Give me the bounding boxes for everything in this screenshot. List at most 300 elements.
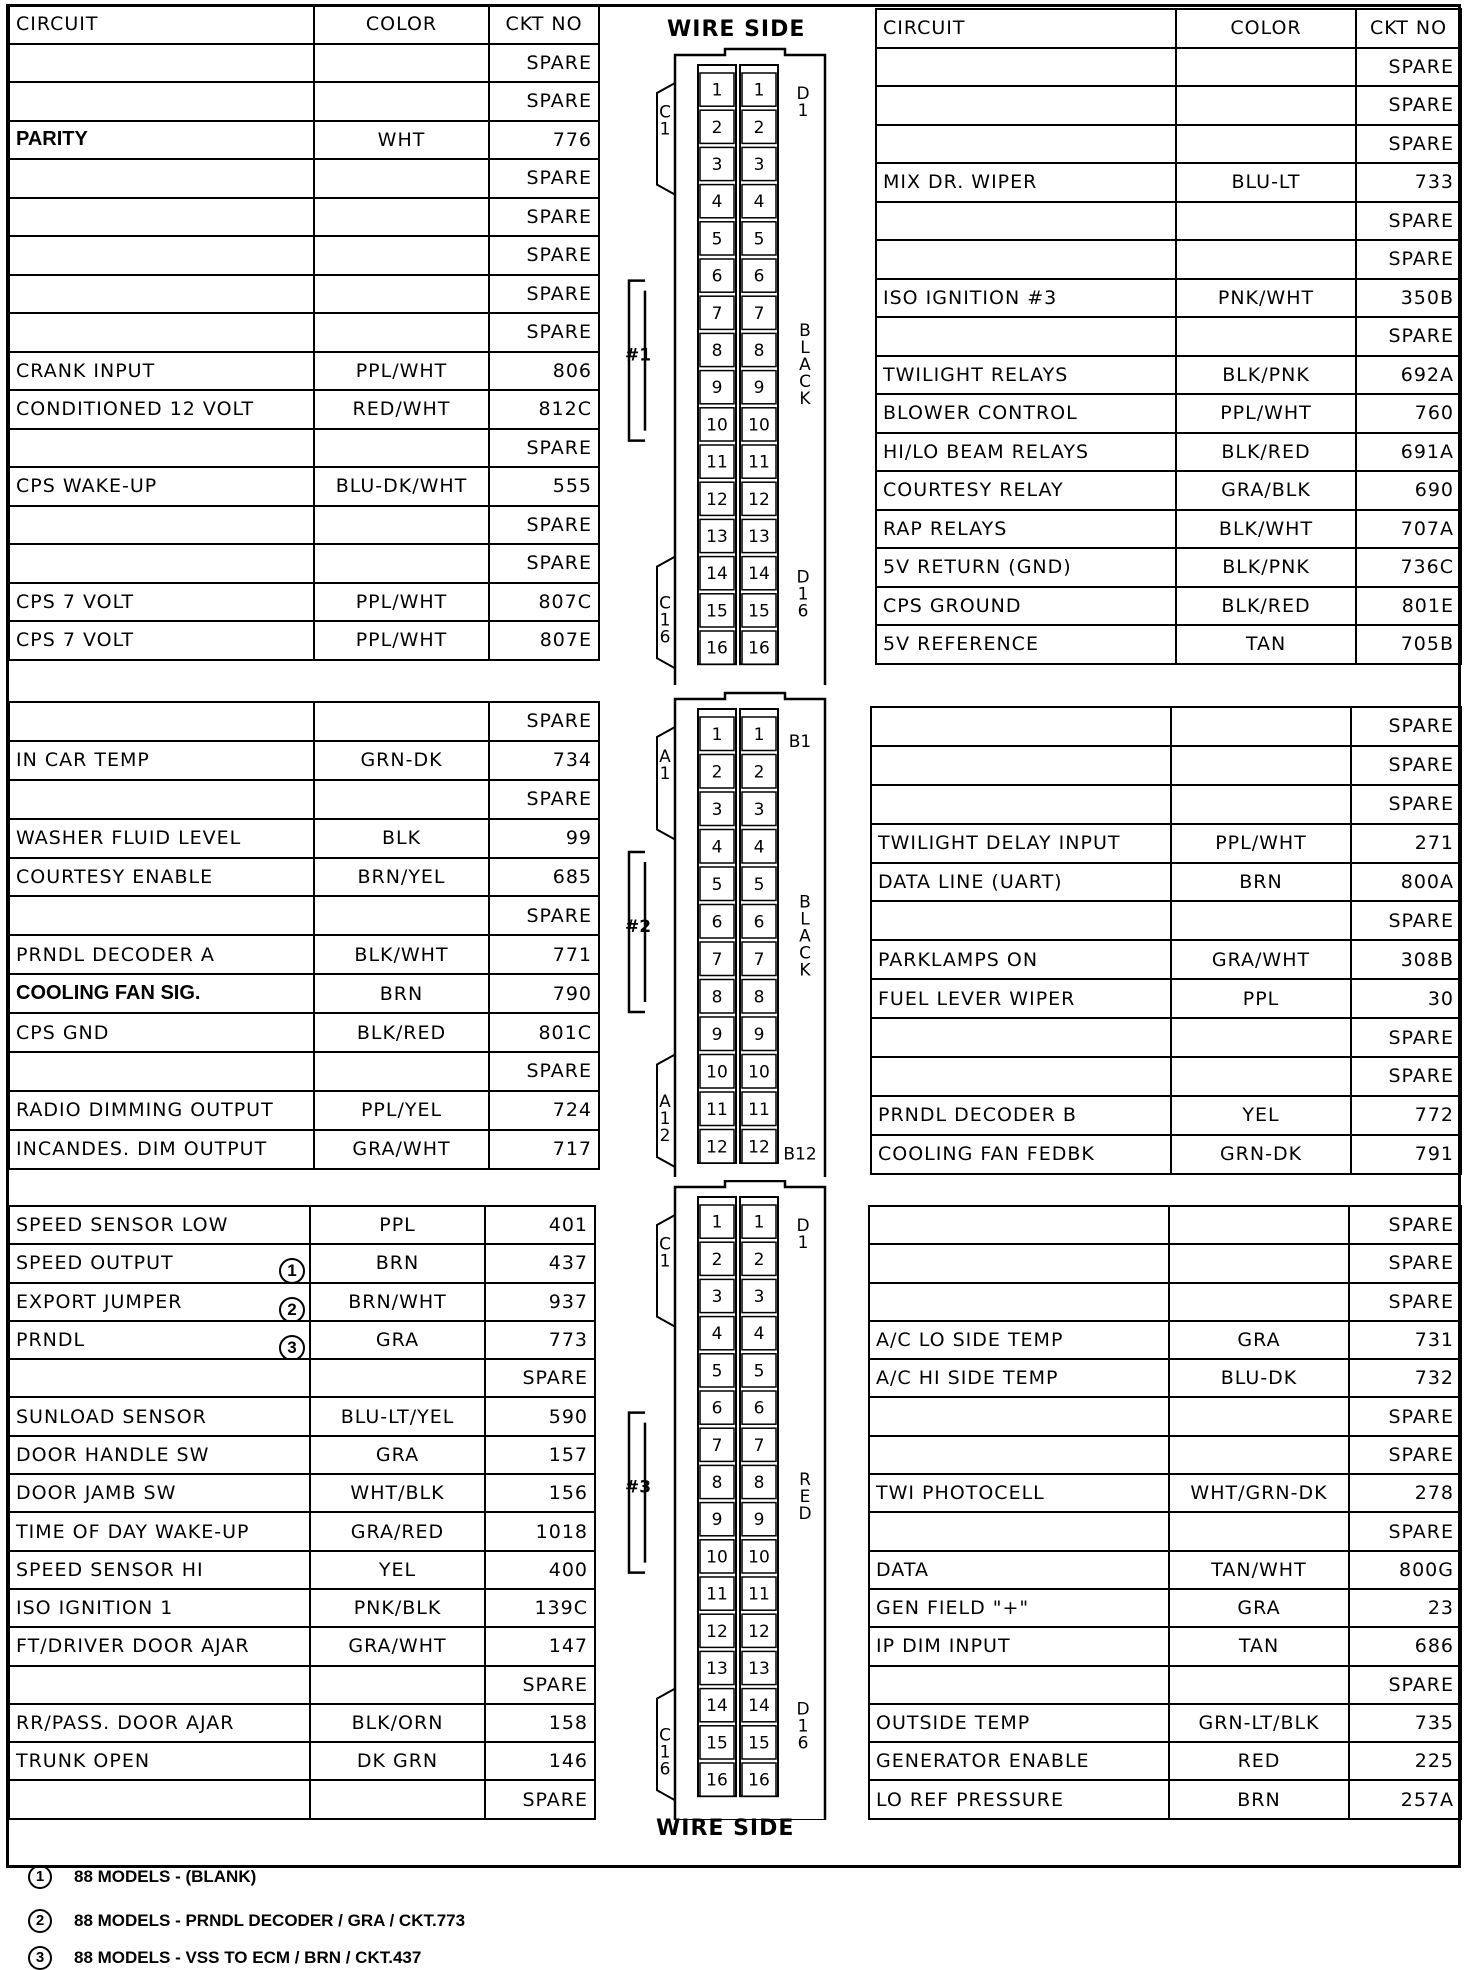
table-row — [9, 1551, 595, 1589]
circuit-cell — [876, 317, 1176, 356]
ckt-no-cell: 690 — [1356, 471, 1461, 510]
circuit-cell — [876, 48, 1176, 87]
table-row — [9, 1780, 595, 1818]
color-cell — [314, 506, 489, 545]
table-row — [871, 901, 1461, 940]
ckt-no-cell: SPARE — [489, 1052, 599, 1091]
color-cell — [314, 702, 489, 741]
color-cell: GRN-LT/BLK — [1169, 1704, 1349, 1742]
circuit-cell — [869, 1397, 1169, 1435]
circuit-cell: COURTESY ENABLE — [9, 858, 314, 897]
table-row — [869, 1321, 1461, 1359]
table-row — [9, 1512, 595, 1550]
table-row — [9, 390, 599, 429]
circuit-cell: SUNLOAD SENSOR — [9, 1397, 310, 1435]
pin-number: 1 — [711, 724, 723, 745]
color-cell: WHT — [314, 121, 489, 160]
color-cell: BRN — [314, 974, 489, 1013]
circuit-cell: DATA LINE (UART) — [871, 863, 1171, 902]
cavity-label-bottom-right: D 1 6 — [796, 1699, 810, 1754]
circuit-cell: IP DIM INPUT — [869, 1627, 1169, 1665]
ckt-no-cell: 790 — [489, 974, 599, 1013]
circuit-cell: DATA — [869, 1551, 1169, 1589]
ckt-no-cell: 807E — [489, 621, 599, 660]
color-cell: BLU-LT — [1176, 163, 1356, 202]
circuit-cell — [9, 1283, 310, 1321]
ckt-no-cell: 772 — [1351, 1096, 1461, 1135]
color-cell: GRA/BLK — [1176, 471, 1356, 510]
ckt-no-cell: 400 — [485, 1551, 595, 1589]
pin-number: 15 — [748, 601, 770, 622]
pin-number: 14 — [748, 564, 770, 585]
circuit-cell: ISO IGNITION #3 — [876, 279, 1176, 318]
circuit-label: EXPORT JUMPER 2 — [16, 1291, 303, 1313]
table-row — [9, 1397, 595, 1435]
table-row — [876, 86, 1461, 125]
color-cell: GRA — [310, 1321, 485, 1359]
pin-number: 1 — [711, 1212, 723, 1233]
ckt-no-cell: 773 — [485, 1321, 595, 1359]
circuit-cell: PARKLAMPS ON — [871, 940, 1171, 979]
ckt-no-cell: 731 — [1349, 1321, 1461, 1359]
ckt-no-cell: SPARE — [1356, 125, 1461, 164]
color-cell — [1171, 785, 1351, 824]
ckt-no-cell: 271 — [1351, 824, 1461, 863]
pin-number: 15 — [748, 1733, 770, 1754]
ckt-no-cell: 733 — [1356, 163, 1461, 202]
pin-number: 10 — [706, 1547, 728, 1568]
ckt-no-cell: SPARE — [489, 506, 599, 545]
color-cell — [314, 544, 489, 583]
table-row — [9, 159, 599, 198]
circuit-cell: OUTSIDE TEMP — [869, 1704, 1169, 1742]
footnote-1-text: 88 MODELS - (BLANK) — [74, 1867, 257, 1886]
ckt-no-cell: 147 — [485, 1627, 595, 1665]
table-row — [869, 1512, 1461, 1550]
connector-3-right-table — [868, 1205, 1462, 1820]
footnote-1 — [24, 1864, 824, 1894]
pin-number: 4 — [753, 837, 765, 858]
pin-number: 4 — [711, 1324, 723, 1345]
ckt-no-cell: 278 — [1349, 1474, 1461, 1512]
color-cell: GRA/WHT — [310, 1627, 485, 1665]
pin-number: 9 — [753, 1510, 765, 1531]
table-row — [876, 394, 1461, 433]
footnote-2-text: 88 MODELS - PRNDL DECODER / GRA / CKT.773 — [74, 1911, 466, 1930]
ckt-no-cell: 685 — [489, 858, 599, 897]
color-header: COLOR — [314, 5, 489, 44]
ckt-no-cell: SPARE — [1356, 48, 1461, 87]
ckt-no-cell: SPARE — [1349, 1283, 1461, 1321]
circuit-cell: IN CAR TEMP — [9, 741, 314, 780]
circuit-cell: COURTESY RELAY — [876, 471, 1176, 510]
ckt-no-cell: 760 — [1356, 394, 1461, 433]
pin-number: 3 — [711, 155, 723, 175]
color-cell — [1176, 317, 1356, 356]
circuit-cell — [869, 1206, 1169, 1244]
ckt-no-cell: 801E — [1356, 587, 1461, 626]
table-row — [876, 471, 1461, 510]
color-cell: PNK/WHT — [1176, 279, 1356, 318]
connector-color-label: B L A C K — [799, 321, 811, 410]
ckt-no-cell: 806 — [489, 352, 599, 391]
table-row — [9, 275, 599, 314]
color-cell: TAN/WHT — [1169, 1551, 1349, 1589]
connector-id: #2 — [625, 917, 652, 937]
ckt-no-cell: 555 — [489, 467, 599, 506]
table-row — [869, 1551, 1461, 1589]
circuit-cell: CPS WAKE-UP — [9, 467, 314, 506]
pin-number: 3 — [753, 1287, 765, 1307]
pin-number: 9 — [753, 1024, 765, 1045]
pin-number: 12 — [748, 1137, 770, 1158]
circuit-cell: TIME OF DAY WAKE-UP — [9, 1512, 310, 1550]
pin-number: 4 — [711, 192, 723, 213]
pin-number: 5 — [753, 874, 765, 895]
circuit-cell: FT/DRIVER DOOR AJAR — [9, 1627, 310, 1665]
connector-id: #1 — [625, 345, 652, 366]
ckt-no-cell: SPARE — [1356, 240, 1461, 279]
table-row — [9, 1666, 595, 1704]
circuit-cell — [9, 1244, 310, 1282]
pin-number: 5 — [753, 1361, 765, 1382]
color-cell — [1171, 707, 1351, 746]
color-cell: PNK/BLK — [310, 1589, 485, 1627]
circuit-header: CIRCUIT — [9, 5, 314, 44]
ckt-no-cell: 156 — [485, 1474, 595, 1512]
wire-side-title-bottom: WIRE SIDE — [656, 1816, 795, 1841]
table-row — [876, 279, 1461, 318]
ckt-no-cell: SPARE — [1349, 1397, 1461, 1435]
pin-number: 6 — [753, 912, 765, 933]
pin-number: 4 — [711, 837, 723, 858]
ckt-no-cell: 225 — [1349, 1742, 1461, 1780]
ckt-no-cell: 350B — [1356, 279, 1461, 318]
ckt-no-header: CKT NO — [489, 5, 599, 44]
circuit-cell: RADIO DIMMING OUTPUT — [9, 1091, 314, 1130]
footnote-2 — [24, 1908, 824, 1938]
circuit-cell — [9, 1359, 310, 1397]
circuit-cell: A/C HI SIDE TEMP — [869, 1359, 1169, 1397]
ckt-no-cell: 590 — [485, 1397, 595, 1435]
pin-number: 10 — [748, 1062, 770, 1083]
footnote-marker: 3 — [279, 1335, 305, 1359]
color-cell — [1171, 1018, 1351, 1057]
pin-number: 12 — [706, 1137, 728, 1158]
table-row — [871, 940, 1461, 979]
circuit-cell: SPEED SENSOR HI — [9, 1551, 310, 1589]
color-cell: BLK/PNK — [1176, 356, 1356, 395]
circuit-cell: HI/LO BEAM RELAYS — [876, 433, 1176, 472]
color-cell — [314, 275, 489, 314]
color-cell: YEL — [1171, 1096, 1351, 1135]
circuit-cell — [869, 1512, 1169, 1550]
pin-number: 16 — [748, 1770, 770, 1791]
circuit-cell — [9, 506, 314, 545]
circuit-cell: 5V REFERENCE — [876, 625, 1176, 664]
ckt-no-cell: 735 — [1349, 1704, 1461, 1742]
ckt-no-cell: 437 — [485, 1244, 595, 1282]
table-row — [871, 746, 1461, 785]
pin-number: 7 — [711, 949, 723, 970]
pin-number: 4 — [753, 1324, 765, 1345]
pin-number: 6 — [753, 1398, 765, 1419]
color-cell — [1169, 1666, 1349, 1704]
pin-number: 16 — [706, 1770, 728, 1791]
ckt-no-cell: 736C — [1356, 548, 1461, 587]
table-row — [9, 935, 599, 974]
circuit-label: PRNDL 3 — [16, 1329, 303, 1351]
table-row — [9, 198, 599, 237]
pin-number: 11 — [748, 1584, 770, 1605]
circuit-cell: DOOR HANDLE SW — [9, 1436, 310, 1474]
table-row — [869, 1742, 1461, 1780]
circuit-label: SPEED OUTPUT 1 — [16, 1252, 303, 1274]
ckt-no-cell: 807C — [489, 583, 599, 622]
table-row — [9, 506, 599, 545]
pin-number: 1 — [753, 1212, 765, 1233]
table-row — [9, 1091, 599, 1130]
color-cell: GRA — [310, 1436, 485, 1474]
circuit-cell: CRANK INPUT — [9, 352, 314, 391]
ckt-no-cell: 791 — [1351, 1135, 1461, 1174]
ckt-no-cell: 691A — [1356, 433, 1461, 472]
ckt-no-cell: 937 — [485, 1283, 595, 1321]
pin-number: 16 — [706, 638, 728, 659]
color-cell: BRN — [1171, 863, 1351, 902]
pin-number: 3 — [711, 1287, 723, 1307]
circuit-cell: SPEED SENSOR LOW — [9, 1206, 310, 1244]
color-cell — [314, 313, 489, 352]
pin-number: 8 — [711, 1473, 723, 1493]
color-cell: PPL/WHT — [1176, 394, 1356, 433]
color-cell — [314, 159, 489, 198]
circuit-cell: CONDITIONED 12 VOLT — [9, 390, 314, 429]
table-row — [871, 824, 1461, 863]
pin-number: 9 — [753, 378, 765, 399]
table-row — [876, 240, 1461, 279]
circuit-cell — [9, 780, 314, 819]
circuit-cell — [876, 86, 1176, 125]
table-row — [876, 625, 1461, 664]
pin-number: 3 — [753, 155, 765, 175]
ckt-no-cell: 771 — [489, 935, 599, 974]
table-row — [9, 621, 599, 660]
table-row — [9, 1359, 595, 1397]
ckt-no-cell: SPARE — [489, 82, 599, 121]
pin-number: 13 — [748, 527, 770, 547]
table-row — [9, 1244, 595, 1282]
ckt-no-cell: 732 — [1349, 1359, 1461, 1397]
ckt-no-cell: 99 — [489, 819, 599, 858]
table-row — [876, 433, 1461, 472]
circuit-cell: ISO IGNITION 1 — [9, 1589, 310, 1627]
color-cell — [1169, 1283, 1349, 1321]
table-row — [871, 707, 1461, 746]
table-row — [871, 785, 1461, 824]
pin-number: 2 — [711, 117, 723, 138]
color-cell: BRN — [1169, 1780, 1349, 1818]
pin-number: 15 — [706, 601, 728, 622]
table-row — [9, 819, 599, 858]
pin-number: 2 — [711, 1249, 723, 1270]
color-cell: PPL — [1171, 979, 1351, 1018]
table-row — [876, 548, 1461, 587]
footnote-3-number: 3 — [28, 1946, 52, 1970]
table-row — [9, 1474, 595, 1512]
pin-number: 6 — [711, 1398, 723, 1419]
table-row — [869, 1704, 1461, 1742]
color-cell: PPL/WHT — [314, 352, 489, 391]
table-row — [9, 121, 599, 160]
ckt-no-cell: SPARE — [489, 896, 599, 935]
circuit-header: CIRCUIT — [876, 9, 1176, 48]
cavity-label-bottom-left: C 1 6 — [659, 593, 671, 648]
circuit-cell — [871, 746, 1171, 785]
pin-number: 10 — [748, 1547, 770, 1568]
pin-number: 7 — [711, 303, 723, 324]
circuit-cell: RAP RELAYS — [876, 510, 1176, 549]
color-cell: BLK/WHT — [1176, 510, 1356, 549]
color-cell — [1176, 240, 1356, 279]
ckt-no-cell: SPARE — [489, 429, 599, 468]
circuit-cell: CPS GROUND — [876, 587, 1176, 626]
table-row — [9, 467, 599, 506]
pin-number: 6 — [711, 912, 723, 933]
circuit-cell — [9, 198, 314, 237]
cavity-label-bottom-left: C 1 6 — [659, 1725, 671, 1780]
circuit-cell — [869, 1283, 1169, 1321]
circuit-cell: A/C LO SIDE TEMP — [869, 1321, 1169, 1359]
table-row — [9, 544, 599, 583]
circuit-cell: PRNDL DECODER B — [871, 1096, 1171, 1135]
table-row — [9, 429, 599, 468]
cavity-label-bottom-right: B12 — [783, 1144, 817, 1165]
pin-number: 13 — [706, 527, 728, 547]
circuit-cell: COOLING FAN SIG. — [9, 974, 314, 1013]
table-row — [876, 163, 1461, 202]
color-cell: GRA/WHT — [1171, 940, 1351, 979]
color-cell — [314, 896, 489, 935]
pin-number: 11 — [706, 1099, 728, 1120]
pin-number: 5 — [711, 1361, 723, 1382]
ckt-no-cell: 800G — [1349, 1551, 1461, 1589]
circuit-cell — [871, 1057, 1171, 1096]
circuit-cell: WASHER FLUID LEVEL — [9, 819, 314, 858]
circuit-cell: PARITY — [9, 121, 314, 160]
table-header-row — [876, 9, 1461, 48]
pin-number: 9 — [711, 1510, 723, 1531]
pin-number: 14 — [706, 1696, 728, 1717]
color-cell: WHT/BLK — [310, 1474, 485, 1512]
color-cell — [314, 198, 489, 237]
footnote-1-number: 1 — [28, 1865, 52, 1889]
color-cell: BLK/RED — [1176, 587, 1356, 626]
connector-1-left-table — [8, 4, 600, 661]
circuit-cell: INCANDES. DIM OUTPUT — [9, 1130, 314, 1169]
color-cell: BLK/PNK — [1176, 548, 1356, 587]
circuit-cell — [9, 544, 314, 583]
pin-number: 5 — [753, 229, 765, 250]
table-row — [9, 583, 599, 622]
color-cell: BLK/WHT — [314, 935, 489, 974]
circuit-cell — [871, 785, 1171, 824]
color-cell — [310, 1666, 485, 1704]
connector-1-right-table — [875, 8, 1462, 665]
ckt-no-cell: SPARE — [1351, 746, 1461, 785]
circuit-cell: MIX DR. WIPER — [876, 163, 1176, 202]
circuit-cell — [9, 44, 314, 83]
pin-number: 7 — [753, 949, 765, 970]
color-cell — [1176, 125, 1356, 164]
circuit-cell — [9, 159, 314, 198]
pin-number: 10 — [706, 415, 728, 436]
color-cell: GRA — [1169, 1589, 1349, 1627]
table-row — [876, 125, 1461, 164]
ckt-no-cell: SPARE — [1349, 1436, 1461, 1474]
pin-number: 2 — [753, 762, 765, 783]
pin-number: 8 — [753, 1473, 765, 1493]
table-row — [876, 510, 1461, 549]
circuit-cell — [871, 1018, 1171, 1057]
cavity-label-bottom-right: D 1 6 — [796, 567, 810, 622]
ckt-no-cell: SPARE — [489, 313, 599, 352]
pin-number: 8 — [711, 987, 723, 1008]
table-row — [9, 780, 599, 819]
cavity-label-top-right: B1 — [788, 732, 812, 752]
table-row — [869, 1244, 1461, 1282]
circuit-cell — [9, 1321, 310, 1359]
pin-number: 2 — [753, 1249, 765, 1270]
color-cell: GRA/RED — [310, 1512, 485, 1550]
circuit-cell — [9, 1666, 310, 1704]
ckt-no-cell: 257A — [1349, 1780, 1461, 1818]
color-cell: GRA/WHT — [314, 1130, 489, 1169]
circuit-cell: RR/PASS. DOOR AJAR — [9, 1704, 310, 1742]
pin-number: 3 — [711, 799, 723, 820]
ckt-no-cell: SPARE — [1351, 1057, 1461, 1096]
table-row — [9, 974, 599, 1013]
pin-number: 8 — [711, 341, 723, 361]
pin-number: 11 — [748, 1099, 770, 1120]
circuit-cell: LO REF PRESSURE — [869, 1780, 1169, 1818]
pin-number: 1 — [753, 724, 765, 745]
pin-number: 16 — [748, 638, 770, 659]
connector-3-left-table — [8, 1205, 596, 1820]
cavity-label-top-right: D 1 — [796, 84, 810, 122]
ckt-no-cell: 707A — [1356, 510, 1461, 549]
color-cell — [1176, 202, 1356, 241]
table-row — [869, 1666, 1461, 1704]
table-row — [876, 317, 1461, 356]
color-header: COLOR — [1176, 9, 1356, 48]
footnote-marker: 2 — [279, 1297, 305, 1321]
table-row — [869, 1780, 1461, 1818]
table-row — [869, 1397, 1461, 1435]
pin-number: 8 — [753, 987, 765, 1008]
table-row — [9, 82, 599, 121]
circuit-cell — [869, 1244, 1169, 1282]
connector-2-right-table — [870, 706, 1462, 1175]
table-row — [9, 1052, 599, 1091]
table-row — [9, 1283, 595, 1321]
color-cell — [314, 82, 489, 121]
connector-3-diagram — [615, 1180, 840, 1820]
ckt-no-cell: SPARE — [1351, 1018, 1461, 1057]
pin-number: 6 — [753, 266, 765, 287]
footnote-3 — [24, 1945, 824, 1970]
color-cell — [310, 1780, 485, 1818]
